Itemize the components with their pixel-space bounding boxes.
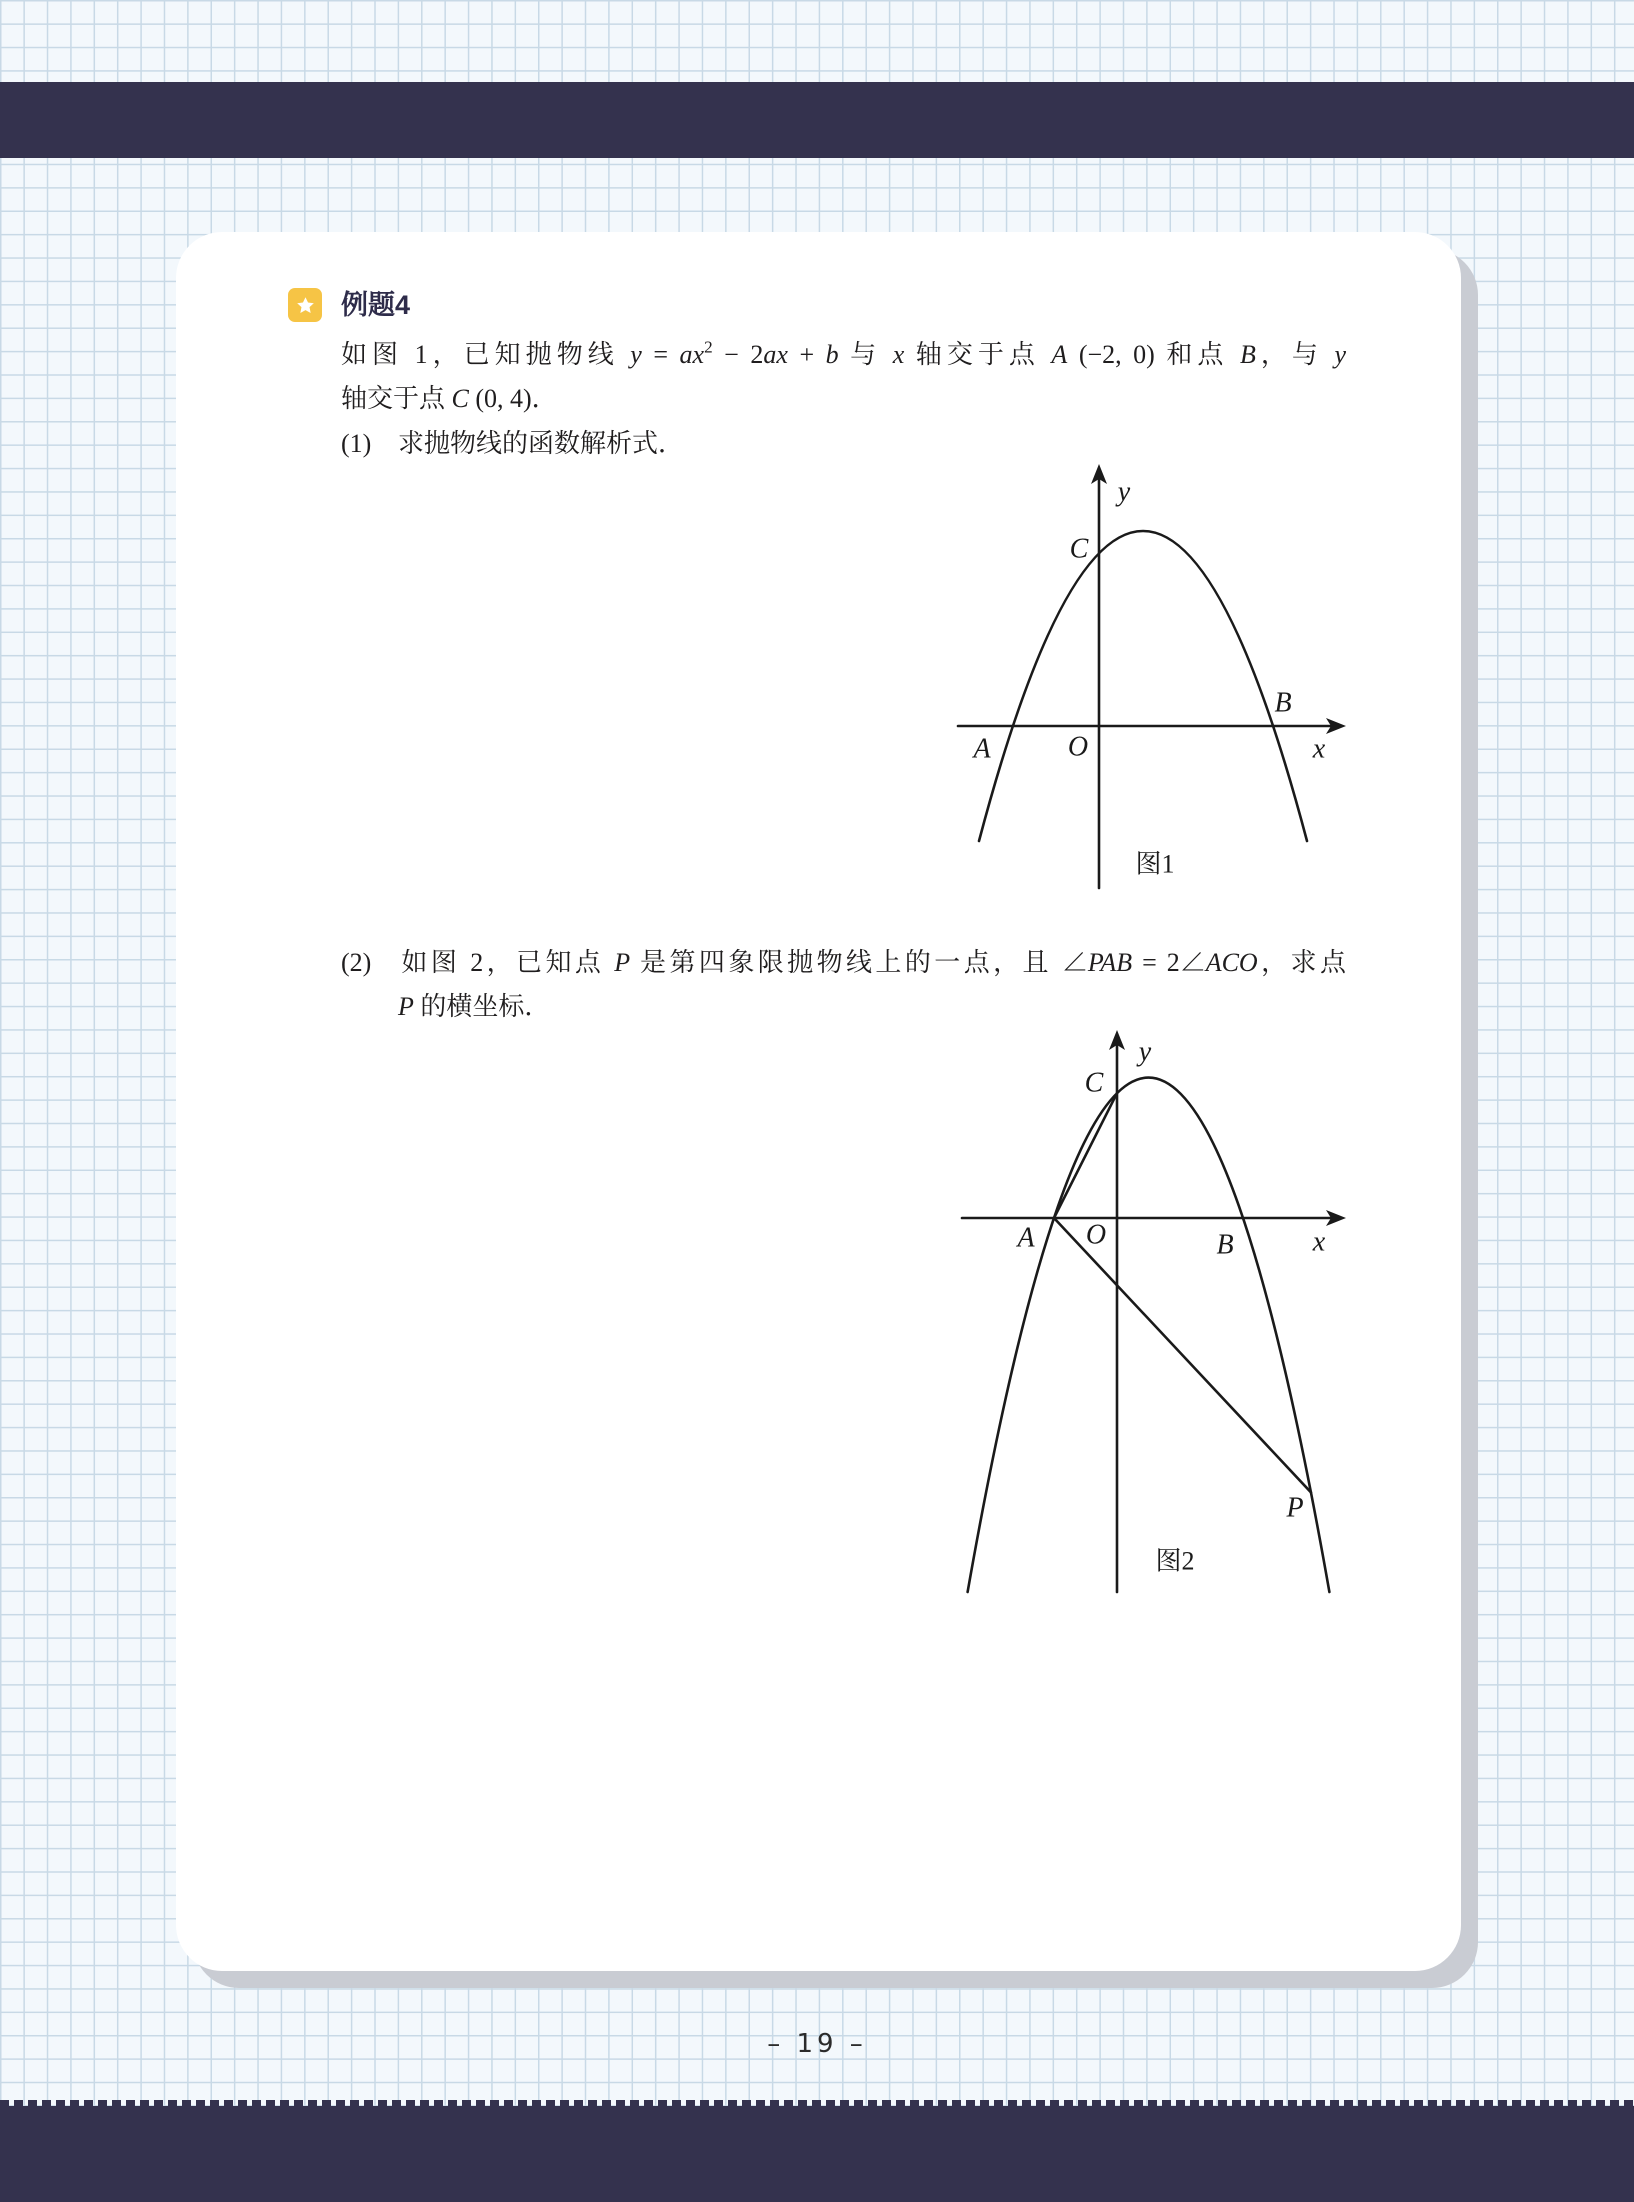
problem-text: (0, 4)．: [468, 384, 558, 413]
math-variable: ax: [679, 340, 705, 369]
question-label: (1): [341, 429, 372, 458]
math-superscript: 2: [704, 337, 713, 357]
example-card: [176, 232, 1461, 1971]
math-variable: PAB: [1087, 948, 1133, 977]
parabola: [968, 1078, 1330, 1592]
figure-caption: 图2: [1155, 1546, 1195, 1576]
question-part-2-line-1: [341, 944, 1346, 982]
label-point-c: C: [1069, 533, 1089, 565]
math-variable: y: [1334, 340, 1346, 369]
footer-band: [0, 2106, 1634, 2202]
math-variable: ACO: [1205, 948, 1258, 977]
math-variable: y: [630, 340, 642, 369]
label-point-c: C: [1084, 1067, 1104, 1099]
segment-ac: [1054, 1093, 1117, 1218]
label-y-axis: y: [1117, 476, 1131, 508]
question-text: 的横坐标．: [413, 992, 551, 1021]
question-part-1: [341, 425, 684, 463]
math-variable: B: [1239, 340, 1256, 369]
problem-text: 如图 1，已知抛物线: [341, 340, 631, 369]
segment-ap: [1054, 1218, 1311, 1492]
label-x-axis: x: [1312, 733, 1326, 765]
label-point-a: A: [973, 733, 991, 765]
figure-caption: 图1: [1135, 849, 1175, 879]
example-title: 例题4: [341, 290, 411, 320]
label-origin: O: [1085, 1219, 1107, 1251]
question-part-2-line-2: [398, 988, 550, 1026]
question-label: (2): [341, 948, 372, 977]
label-origin: O: [1067, 731, 1089, 763]
problem-text: 与: [838, 340, 893, 369]
problem-intro-line-1: [341, 336, 1346, 374]
page-number: – 19 –: [767, 2029, 867, 2059]
math-variable: x: [892, 340, 905, 369]
label-point-p: P: [1286, 1492, 1304, 1524]
star-icon: [295, 295, 316, 316]
math-variable: P: [614, 948, 631, 977]
figure-1: [940, 450, 1360, 900]
label-x-axis: x: [1312, 1226, 1326, 1258]
problem-text: 轴交于点: [904, 340, 1052, 369]
question-text: 求抛物线的函数解析式．: [398, 429, 685, 458]
example-badge: [288, 288, 322, 322]
header-band: [0, 82, 1634, 158]
question-text: = 2∠: [1132, 948, 1206, 977]
problem-intro-line-2: [341, 380, 558, 418]
problem-text: 轴交于点: [341, 384, 452, 413]
math-variable: ax: [763, 340, 788, 369]
math-variable: b: [825, 340, 839, 369]
problem-text: ，与: [1255, 340, 1335, 369]
figure-2: [940, 1015, 1360, 1605]
label-point-b: B: [1216, 1229, 1234, 1261]
problem-text: − 2: [712, 340, 764, 369]
label-y-axis: y: [1138, 1036, 1152, 1068]
problem-text: =: [641, 340, 680, 369]
question-text: 是第四象限抛物线上的一点，且 ∠: [630, 948, 1088, 977]
parabola: [979, 531, 1307, 841]
question-text: 如图 2，已知点: [398, 948, 615, 977]
label-point-a: A: [1017, 1222, 1035, 1254]
math-variable: C: [451, 384, 469, 413]
question-text: ，求点: [1257, 948, 1346, 977]
math-variable: A: [1051, 340, 1068, 369]
problem-text: (−2, 0) 和点: [1067, 340, 1240, 369]
math-variable: P: [398, 992, 414, 1021]
label-point-b: B: [1274, 687, 1292, 719]
problem-text: +: [787, 340, 826, 369]
